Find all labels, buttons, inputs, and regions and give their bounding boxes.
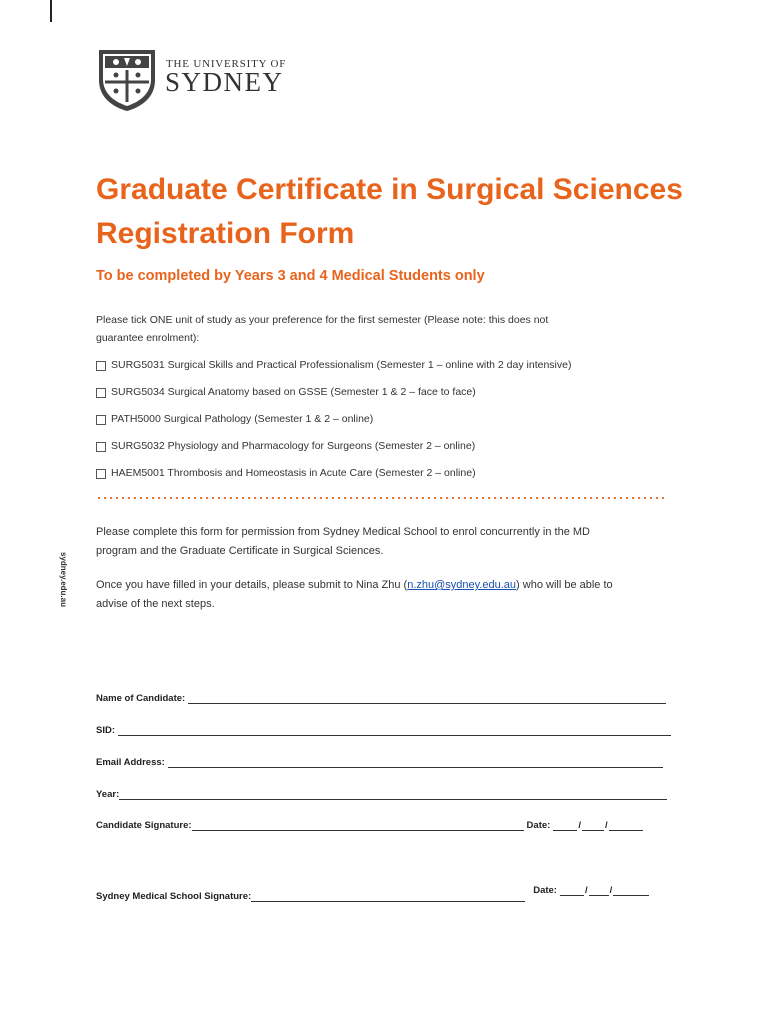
name-input-line[interactable] xyxy=(188,691,666,704)
year-label: Year: xyxy=(96,789,120,800)
school-date-label: Date: xyxy=(533,885,557,896)
school-date-year[interactable] xyxy=(613,883,649,896)
candidate-date-year[interactable] xyxy=(609,818,643,831)
unit-checkbox[interactable] xyxy=(96,361,106,371)
date-separator: / xyxy=(578,820,581,831)
unit-label: PATH5000 Surgical Pathology (Semester 1 & 2 – online) xyxy=(111,413,374,425)
unit-label: SURG5034 Surgical Anatomy based on GSSE (Semester 1 & 2 – face to face) xyxy=(111,386,476,398)
date-separator: / xyxy=(584,885,588,896)
university-crest-icon xyxy=(96,46,158,112)
sid-field xyxy=(96,723,671,736)
unit-label: SURG5032 Physiology and Pharmacology for Surgeons (Semester 2 – online) xyxy=(111,440,476,452)
year-field xyxy=(96,787,667,800)
sid-label: SID: xyxy=(96,725,115,736)
candidate-date-month[interactable] xyxy=(582,818,604,831)
unit-option xyxy=(96,467,571,494)
page-subtitle: To be completed by Years 3 and 4 Medical Students only xyxy=(96,268,485,284)
candidate-date-day[interactable] xyxy=(553,818,577,831)
logo-line-2: SYDNEY xyxy=(165,67,284,97)
email-input-line[interactable] xyxy=(168,755,663,768)
sid-input-line[interactable] xyxy=(118,723,671,736)
email-field xyxy=(96,755,663,768)
unit-label: SURG5031 Surgical Skills and Practical Professionalism (Semester 1 – online with 2 day intensive) xyxy=(111,359,572,371)
candidate-date-label: Date: xyxy=(526,820,551,831)
university-logo xyxy=(96,46,296,112)
school-signature-line[interactable] xyxy=(251,889,525,902)
school-date-month[interactable] xyxy=(589,883,609,896)
unit-checkbox[interactable] xyxy=(96,388,106,398)
school-signature-field xyxy=(96,883,649,902)
name-field xyxy=(96,691,666,704)
page-edge-mark xyxy=(50,0,52,22)
school-signature-label: Sydney Medical School Signature: xyxy=(96,891,252,902)
year-input-line[interactable] xyxy=(119,787,667,800)
unit-option xyxy=(96,413,571,440)
date-separator: / xyxy=(604,820,608,831)
unit-option xyxy=(96,440,571,467)
page-title: Graduate Certificate in Surgical Sciences Registration Form xyxy=(96,173,683,250)
submission-text-after: ) who will be able to advise of the next steps. xyxy=(96,579,613,610)
dotted-divider xyxy=(96,497,668,499)
date-separator: / xyxy=(609,885,613,896)
submission-paragraph xyxy=(96,576,616,614)
name-label: Name of Candidate: xyxy=(96,693,186,704)
unit-option xyxy=(96,359,571,386)
submission-text-before: Once you have filled in your details, please submit to Nina Zhu ( xyxy=(96,579,408,591)
unit-list xyxy=(96,359,571,494)
unit-option xyxy=(96,386,571,413)
unit-checkbox[interactable] xyxy=(96,442,106,452)
unit-label: HAEM5001 Thrombosis and Homeostasis in Acute Care (Semester 2 – online) xyxy=(111,467,476,479)
selection-instruction: Please tick ONE unit of study as your preference for the first semester (Please note: this does not guarantee enrolment): xyxy=(96,314,549,344)
school-date-day[interactable] xyxy=(560,883,584,896)
candidate-signature-label: Candidate Signature: xyxy=(96,820,192,831)
candidate-signature-line[interactable] xyxy=(192,818,524,831)
side-url: sydney.edu.au xyxy=(58,552,68,607)
permission-paragraph: Please complete this form for permission from Sydney Medical School to enrol concurrently in the MD program and the Graduate Certificate in Surgical Sciences. xyxy=(96,526,590,557)
email-label: Email Address: xyxy=(96,757,165,768)
unit-checkbox[interactable] xyxy=(96,415,106,425)
contact-email-link[interactable]: n.zhu@sydney.edu.au xyxy=(407,579,517,591)
unit-checkbox[interactable] xyxy=(96,469,106,479)
candidate-signature-field xyxy=(96,818,643,831)
logo-line-1: THE UNIVERSITY OF xyxy=(166,58,287,70)
